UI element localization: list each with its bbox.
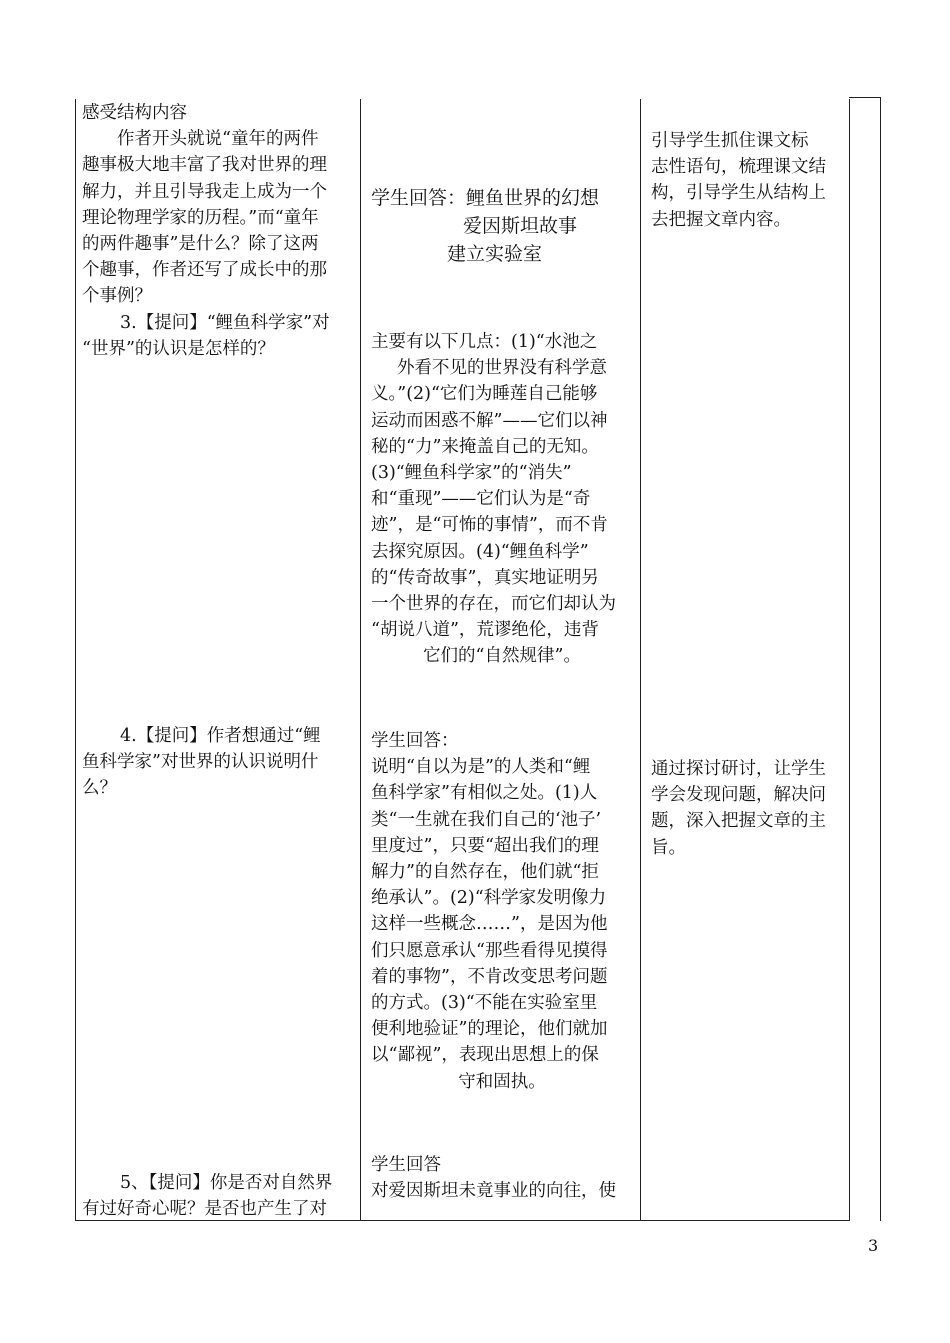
table-edge-line bbox=[849, 97, 881, 98]
page-number: 3 bbox=[868, 1236, 879, 1255]
text-line: 类“一生就在我们自己的‘池子’ bbox=[371, 809, 602, 830]
text-line: 趣事极大地丰富了我对世界的理 bbox=[82, 155, 327, 176]
text-line: 以“鄙视”，表现出思想上的保 bbox=[371, 1045, 599, 1066]
text-line: 对爱因斯坦未竟事业的向往，使 bbox=[371, 1181, 616, 1202]
text-line: 鱼科学家”有相似之处。(1)人 bbox=[371, 783, 598, 804]
text-line: 里度过”，只要“超出我们的理 bbox=[371, 835, 599, 856]
text-line: 旨。 bbox=[651, 837, 686, 858]
text-line: 个趣事，作者还写了成长中的那 bbox=[82, 260, 327, 281]
text-line: 去探究原因。(4)“鲤鱼科学” bbox=[371, 541, 589, 562]
design-intent-column bbox=[651, 128, 846, 858]
design-note-2: 通过探讨研讨，让学生 bbox=[651, 759, 826, 779]
text-line: 爱因斯坦故事 bbox=[463, 215, 578, 237]
text-line: 一个世界的存在，而它们却认为 bbox=[371, 594, 616, 615]
student-answer-3: 学生回答： bbox=[371, 731, 459, 751]
text-line: 便利地验证”的理论，他们就加 bbox=[371, 1019, 608, 1040]
text-line: 们只愿意承认“那些看得见摸得 bbox=[371, 940, 608, 961]
student-answer-1: 学生回答：鲤鱼世界的幻想 bbox=[371, 187, 600, 209]
text-line: 个事例？ bbox=[82, 286, 152, 307]
text-line: 解力”的自然存在，他们就“拒 bbox=[371, 862, 599, 883]
text-line: 义。”(2)“它们为睡莲自己能够 bbox=[371, 384, 598, 405]
text-line: 解力，并且引导我走上成为一个 bbox=[82, 181, 327, 202]
student-answer-4: 学生回答 bbox=[371, 1155, 441, 1175]
text-line: 的两件趣事”是什么？除了这两 bbox=[82, 234, 319, 255]
column-divider bbox=[640, 99, 641, 1220]
student-activity-column bbox=[371, 184, 633, 1202]
text-line: 守和固执。 bbox=[458, 1071, 546, 1092]
column-divider bbox=[360, 99, 361, 1220]
text-line: 作者开头就说“童年的两件 bbox=[117, 129, 319, 150]
text-line: 迹”，是“可怖的事情”，而不肯 bbox=[371, 515, 608, 536]
text-line: 建立实验室 bbox=[447, 243, 543, 265]
text-line: 理论物理学家的历程。”而“童年 bbox=[82, 207, 319, 228]
text-line: 么？ bbox=[82, 778, 117, 799]
text-line: 运动而困惑不解”——它们以神 bbox=[371, 410, 608, 431]
text-line: 去把握文章内容。 bbox=[651, 209, 791, 230]
text-line: 的方式。(3)“不能在实验室里 bbox=[371, 993, 598, 1014]
text-line: 有过好奇心呢？是否也产生了对 bbox=[82, 1199, 327, 1220]
teacher-activity-column bbox=[82, 100, 357, 1220]
text-line: “胡说八道”，荒谬绝伦，违背 bbox=[371, 620, 599, 641]
text-line: 外看不见的世界没有科学意 bbox=[397, 358, 607, 379]
table-edge-line bbox=[880, 97, 881, 1221]
text-line: (3)“鲤鱼科学家”的“消失” bbox=[371, 463, 572, 484]
text-line: 感受结构内容 bbox=[82, 103, 187, 123]
text-line: 它们的“自然规律”。 bbox=[423, 646, 581, 667]
question-4: 4.【提问】作者想通过“鲤 bbox=[120, 726, 321, 746]
question-5: 5、【提问】你是否对自然界 bbox=[120, 1173, 333, 1193]
text-line: 的“传奇故事”，真实地证明另 bbox=[371, 567, 599, 588]
text-line: 志性语句，梳理课文结 bbox=[651, 157, 826, 178]
text-line: 题，深入把握文章的主 bbox=[651, 811, 826, 832]
text-line: 秘的“力”来掩盖自己的无知。 bbox=[371, 436, 599, 457]
text-line: 学会发现问题，解决问 bbox=[651, 785, 826, 806]
text-line: “世界”的认识是怎样的？ bbox=[82, 338, 275, 359]
text-line: 鱼科学家”对世界的认识说明什 bbox=[82, 752, 319, 773]
text-line: 这样一些概念……”，是因为他 bbox=[371, 914, 608, 935]
text-line: 和“重现”——它们认为是“奇 bbox=[371, 489, 591, 510]
student-answer-2: 主要有以下几点：(1)“水池之 bbox=[371, 332, 598, 352]
design-note-1: 引导学生抓住课文标 bbox=[651, 131, 809, 151]
text-line: 构，引导学生从结构上 bbox=[651, 183, 826, 204]
question-3: 3.【提问】“鲤鱼科学家”对 bbox=[120, 312, 330, 333]
text-line: 着的事物”，不肯改变思考问题 bbox=[371, 966, 608, 987]
text-line: 说明“自以为是”的人类和“鲤 bbox=[371, 757, 591, 778]
text-line: 绝承认”。(2)“科学家发明像力 bbox=[371, 888, 607, 909]
